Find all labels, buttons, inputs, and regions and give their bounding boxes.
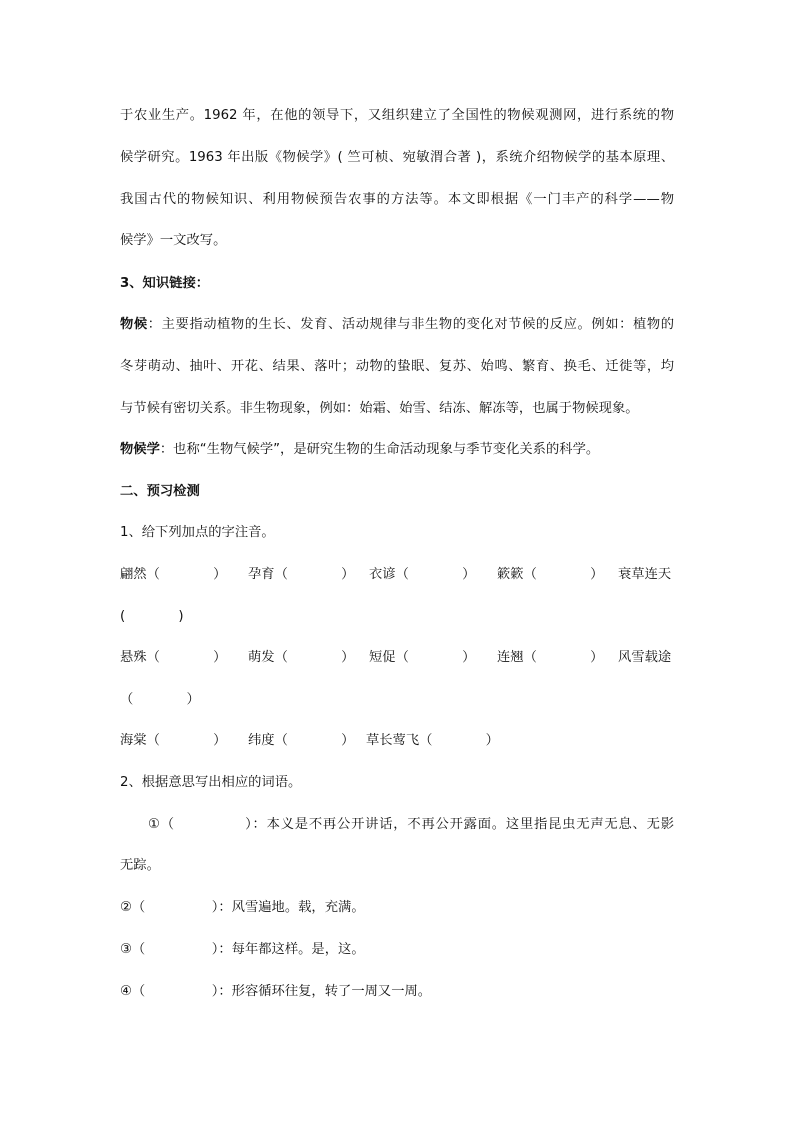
- phenology-line-3: 与节候有密切关系。非生物现象，例如：始霜、始雪、结冻、解冻等，也属于物候现象。: [120, 401, 639, 416]
- pinyin-item: 海棠（ ）: [120, 733, 227, 748]
- pinyin-item: 风雪载途: [618, 650, 672, 665]
- vocab-item-1-continued: 无踪。: [120, 858, 160, 873]
- phenology-definition: ：主要指动植物的生长、发育、活动规律与非生物的变化对节候的反应。例如：植物的: [147, 317, 675, 332]
- phenology-line-2: 冬芽萌动、抽叶、开花、结果、落叶；动物的蛰眠、复苏、始鸣、繁育、换毛、迁徙等，均: [120, 359, 674, 374]
- intro-line-1: 于农业生产。1962 年，在他的领导下，又组织建立了全国性的物候观测网，进行系统的物: [120, 108, 674, 123]
- pinyin-item: 衰草连天: [618, 567, 672, 582]
- phenology-science-term: 物候学: [120, 442, 160, 457]
- intro-line-3: 我国古代的物候知识、利用物候预告农事的方法等。本文即根据《一门丰产的科学——物: [120, 192, 674, 207]
- phenology-term: 物候: [120, 317, 148, 332]
- pinyin-item: 衣谚（ ）: [369, 567, 476, 582]
- vocab-item-3: ③（ ）：每年都这样。是，这。: [120, 942, 365, 957]
- vocab-item-1: ①（ ）：本义是不再公开讲话，不再公开露面。这里指昆虫无声无息、无影: [148, 817, 674, 832]
- pinyin-item-continued: ( ): [120, 609, 184, 624]
- phenology-science-definition: ：也称“生物气候学”，是研究生物的生命活动现象与季节变化关系的科学。: [159, 442, 600, 457]
- pinyin-item: 连翘（ ）: [497, 650, 604, 665]
- pinyin-item-continued: （ ）: [120, 692, 200, 707]
- knowledge-heading: 3、知识链接：: [120, 276, 210, 291]
- phenology-line-1: [120, 316, 674, 334]
- pinyin-item: 翩然（ ）: [120, 567, 227, 582]
- intro-line-2: 候学研究。1963 年出版《物候学》( 竺可桢、宛敏渭合著 )，系统介绍物候学的基本原理、: [120, 150, 674, 165]
- vocab-item-2: ②（ ）：风雪遍地。载，充满。: [120, 900, 365, 915]
- pinyin-item: 短促（ ）: [369, 650, 476, 665]
- preview-test-heading: 二、预习检测: [120, 484, 200, 499]
- pinyin-item: 纬度（ ）: [248, 733, 355, 748]
- pinyin-item: 草长莺飞（ ）: [366, 733, 499, 748]
- pinyin-item: 孕育（ ）: [248, 567, 355, 582]
- pinyin-item: 萌发（ ）: [248, 650, 355, 665]
- question-2: 2、根据意思写出相应的词语。: [120, 775, 302, 790]
- intro-line-4: 候学》一文改写。: [120, 233, 227, 248]
- pinyin-item: 悬殊（ ）: [120, 650, 227, 665]
- vocab-item-4: ④（ ）：形容循环往复，转了一周又一周。: [120, 984, 432, 999]
- pinyin-item: 簌簌（ ）: [497, 567, 604, 582]
- phenology-science-line: [120, 441, 599, 459]
- question-1: 1、给下列加点的字注音。: [120, 525, 275, 540]
